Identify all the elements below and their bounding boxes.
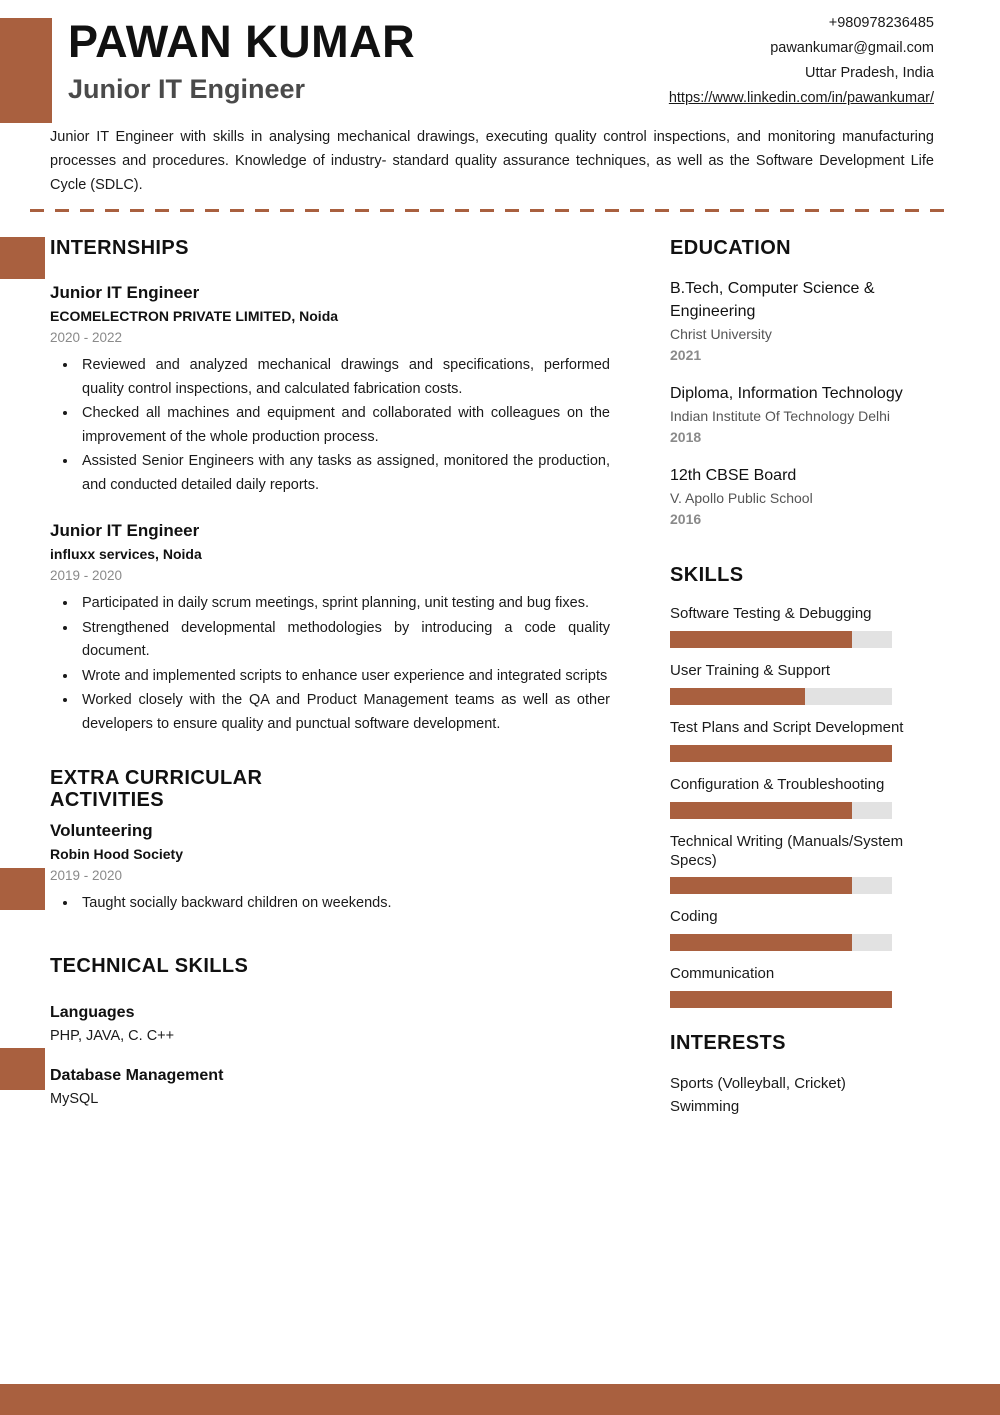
technical-skill-group (50, 1064, 610, 1111)
resume-header (0, 0, 1000, 120)
education-degree: Diploma, Information Technology (670, 385, 903, 402)
internship-entry (50, 519, 610, 736)
list-item: • Assisted Senior Engineers with any tasks as assigned, monitored the production, and conducted detailed daily reports. (78, 449, 610, 497)
technical-skill-label: Languages (50, 1003, 135, 1021)
section-interests (670, 1031, 940, 1118)
internship-company: ECOMELECTRON PRIVATE LIMITED, Noida (50, 308, 339, 324)
skill-progress-track (670, 934, 892, 951)
list-item: • Checked all machines and equipment and collaborated with colleagues on the improvement of the whole production process. (78, 401, 610, 449)
contact-phone: +980978236485 (828, 15, 934, 31)
technical-skill-label: Database Management (50, 1066, 224, 1084)
internship-bullet-list (78, 591, 610, 736)
technical-skill-value: MySQL (50, 1090, 99, 1107)
skill-row (670, 604, 940, 648)
skill-progress-track (670, 631, 892, 648)
interest-item: Swimming (670, 1098, 740, 1115)
extra-curricular-title-line-1: EXTRA CURRICULAR (50, 767, 263, 789)
extra-curricular-accent-bar (0, 868, 45, 910)
education-degree: 12th CBSE Board (670, 467, 797, 484)
volunteering-dates: 2019 - 2020 (50, 868, 123, 883)
list-item: • Taught socially backward children on weekends. (78, 891, 610, 916)
skill-progress-fill (670, 934, 852, 951)
skill-row (670, 832, 940, 894)
education-school: Christ University (670, 326, 772, 342)
internships-title: INTERNSHIPS (50, 237, 189, 259)
skill-name: Configuration & Troubleshooting (670, 776, 885, 793)
skill-name: User Training & Support (670, 662, 831, 679)
skill-row (670, 775, 940, 819)
internship-company: influxx services, Noida (50, 546, 202, 562)
education-entry (670, 464, 940, 530)
footer-accent-bar (0, 1384, 1000, 1415)
list-item: • Participated in daily scrum meetings, sprint planning, unit testing and bug fixes. (78, 591, 610, 616)
education-school: V. Apollo Public School (670, 490, 813, 506)
extra-curricular-title (50, 767, 610, 811)
list-item: • Wrote and implemented scripts to enhance user experience and integrated scripts (78, 664, 610, 689)
section-skills (670, 563, 940, 1008)
contact-email: pawankumar@gmail.com (770, 40, 934, 56)
skill-progress-track (670, 688, 892, 705)
section-extra-curricular (50, 767, 610, 916)
technical-skills-accent-bar (0, 1048, 45, 1090)
skill-name: Test Plans and Script Development (670, 719, 904, 736)
internship-role: Junior IT Engineer (50, 283, 200, 302)
internships-accent-bar (0, 237, 45, 279)
extra-curricular-entry (50, 819, 610, 916)
skill-row (670, 964, 940, 1008)
left-column (50, 236, 610, 1111)
candidate-name: PAWAN KUMAR (68, 16, 416, 67)
technical-skills-title: TECHNICAL SKILLS (50, 954, 249, 977)
education-year: 2018 (670, 429, 702, 445)
contact-location: Uttar Pradesh, India (805, 65, 934, 81)
technical-skill-value: PHP, JAVA, C. C++ (50, 1027, 175, 1044)
section-internships (50, 236, 610, 736)
education-entry (670, 277, 940, 366)
professional-summary: Junior IT Engineer with skills in analysing mechanical drawings, executing quality control inspections, and monitoring manufacturing processes and procedures. Knowledge of industry- standard quality assurance techniques, as well as the Software Development Life Cycle (SDLC). (50, 129, 934, 193)
skill-name: Coding (670, 908, 718, 925)
candidate-role: Junior IT Engineer (68, 74, 306, 104)
section-divider (30, 209, 955, 212)
skill-progress-fill (670, 991, 892, 1008)
section-technical-skills (50, 954, 610, 1111)
skill-row (670, 718, 940, 762)
internship-entry (50, 281, 610, 497)
technical-skill-group (50, 1001, 610, 1048)
skills-title: SKILLS (670, 564, 744, 586)
contact-info (669, 11, 934, 111)
skill-progress-track (670, 877, 892, 894)
skill-progress-track (670, 745, 892, 762)
list-item: • Reviewed and analyzed mechanical drawings and specifications, performed quality control inspections, and calculated fabrication costs. (78, 353, 610, 401)
internship-bullet-list (78, 353, 610, 497)
list-item: • Worked closely with the QA and Product Management teams as well as other developers to ensure quality and punctual software development. (78, 688, 610, 736)
education-year: 2016 (670, 511, 702, 527)
skill-progress-track (670, 991, 892, 1008)
education-title: EDUCATION (670, 237, 792, 259)
skill-progress-fill (670, 631, 852, 648)
extra-curricular-title-line-2: ACTIVITIES (50, 789, 165, 811)
skill-progress-fill (670, 877, 852, 894)
interest-item: Sports (Volleyball, Cricket) (670, 1075, 846, 1092)
skill-row (670, 661, 940, 705)
skill-progress-track (670, 802, 892, 819)
volunteering-bullet-list (78, 891, 610, 916)
skill-name: Technical Writing (Manuals/System Specs) (670, 833, 904, 869)
education-degree: B.Tech, Computer Science & Engineering (670, 280, 875, 320)
internship-dates: 2019 - 2020 (50, 568, 123, 583)
volunteering-org: Robin Hood Society (50, 846, 183, 862)
skill-progress-fill (670, 688, 805, 705)
skill-progress-fill (670, 802, 852, 819)
internship-role: Junior IT Engineer (50, 521, 200, 540)
list-item: • Strengthened developmental methodologies by introducing a code quality document. (78, 616, 610, 664)
section-education (670, 236, 940, 530)
volunteering-role: Volunteering (50, 821, 153, 840)
education-entry (670, 382, 940, 448)
skill-progress-fill (670, 745, 892, 762)
education-school: Indian Institute Of Technology Delhi (670, 408, 890, 424)
skill-name: Software Testing & Debugging (670, 605, 872, 622)
skill-name: Communication (670, 965, 775, 982)
education-year: 2021 (670, 347, 702, 363)
internship-dates: 2020 - 2022 (50, 330, 123, 345)
skill-row (670, 907, 940, 951)
right-column (670, 236, 940, 1118)
contact-linkedin-link[interactable]: https://www.linkedin.com/in/pawankumar/ (668, 90, 934, 106)
interests-title: INTERESTS (670, 1032, 786, 1054)
